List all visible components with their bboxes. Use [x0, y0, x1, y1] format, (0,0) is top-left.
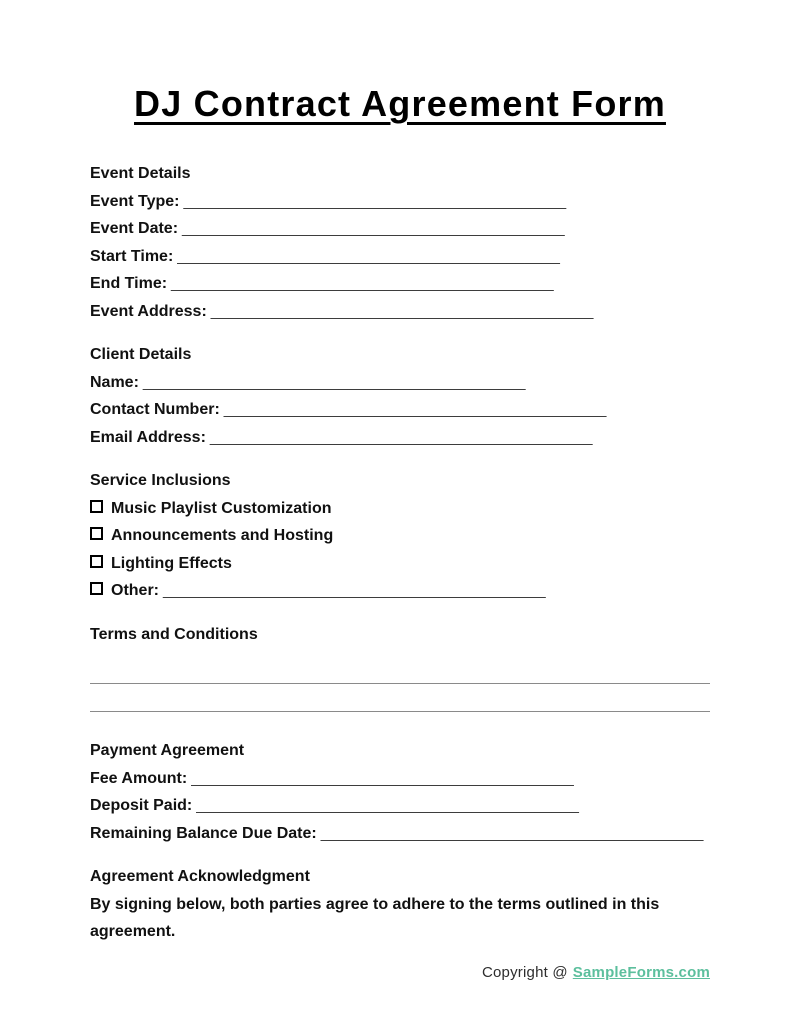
section-heading: Service Inclusions: [90, 472, 231, 489]
section-heading: Terms and Conditions: [90, 625, 258, 643]
field-label: Event Type:: [90, 192, 180, 210]
terms-writing-line: [90, 655, 710, 684]
field-label: Remaining Balance Due Date:: [90, 824, 317, 842]
acknowledgment-body: By signing below, both parties agree to adhere to the terms outlined in this agreement.: [90, 895, 660, 940]
option-label: Other:: [111, 582, 159, 599]
section-service-inclusions: [90, 467, 710, 605]
field-label: Start Time:: [90, 247, 174, 265]
field-blank-line: ___________________________________________: [196, 797, 579, 814]
section-heading: Client Details: [90, 346, 192, 363]
field-label: Event Date:: [90, 220, 179, 237]
field-deposit-paid: [90, 792, 710, 820]
field-blank-line: ___________________________________________: [191, 769, 574, 787]
field-name: [90, 369, 710, 397]
field-event-type: [90, 188, 710, 216]
field-label: Fee Amount:: [90, 769, 188, 787]
field-start-time: [90, 243, 710, 271]
field-blank-line: ___________________________________________: [183, 192, 567, 210]
field-email-address: [90, 424, 710, 452]
option-label: Music Playlist Customization: [111, 499, 332, 517]
checkbox-unchecked-icon[interactable]: [90, 527, 103, 540]
field-blank-line: ___________________________________________: [320, 824, 704, 842]
section-heading: Agreement Acknowledgment: [90, 868, 310, 885]
sampleforms-link[interactable]: SampleForms.com: [572, 963, 710, 981]
field-blank-line: ___________________________________________: [171, 275, 554, 292]
field-label: Contact Number:: [90, 401, 220, 418]
field-blank-line: ___________________________________________: [223, 401, 607, 418]
field-blank-line: ___________________________________________: [163, 582, 546, 599]
field-blank-line: ___________________________________________: [177, 247, 560, 265]
section-heading: Payment Agreement: [90, 742, 245, 759]
field-blank-line: ___________________________________________: [142, 373, 526, 391]
terms-writing-line: [90, 684, 710, 713]
field-blank-line: ___________________________________________: [210, 302, 594, 320]
section-payment-agreement: [90, 737, 710, 847]
service-option-lighting: [90, 550, 710, 578]
field-blank-line: ___________________________________________: [209, 428, 593, 446]
option-label: Announcements and Hosting: [111, 527, 334, 544]
field-label: Email Address:: [90, 428, 206, 446]
field-fee-amount: [90, 765, 710, 793]
field-label: Name:: [90, 373, 139, 391]
field-label: End Time:: [90, 275, 168, 292]
checkbox-unchecked-icon[interactable]: [90, 500, 103, 513]
section-agreement-acknowledgment: [90, 863, 710, 946]
service-option-announcements: [90, 522, 710, 550]
footer: [90, 962, 710, 984]
field-label: Event Address:: [90, 302, 207, 320]
section-event-details: [90, 160, 710, 325]
field-contact-number: [90, 396, 710, 424]
checkbox-unchecked-icon[interactable]: [90, 582, 103, 595]
section-heading: Event Details: [90, 165, 191, 182]
copyright-text: Copyright @: [481, 963, 568, 981]
section-terms-and-conditions: [90, 621, 710, 713]
checkbox-unchecked-icon[interactable]: [90, 555, 103, 568]
field-end-time: [90, 270, 710, 298]
service-option-other: [90, 577, 710, 605]
field-event-address: [90, 298, 710, 326]
service-option-music-playlist: [90, 495, 710, 523]
field-remaining-balance-due-date: [90, 820, 710, 848]
option-label: Lighting Effects: [111, 554, 232, 572]
field-label: Deposit Paid:: [90, 797, 193, 814]
page-title: DJ Contract Agreement Form: [134, 83, 666, 124]
field-event-date: [90, 215, 710, 243]
field-blank-line: ___________________________________________: [182, 220, 565, 237]
section-client-details: [90, 341, 710, 451]
